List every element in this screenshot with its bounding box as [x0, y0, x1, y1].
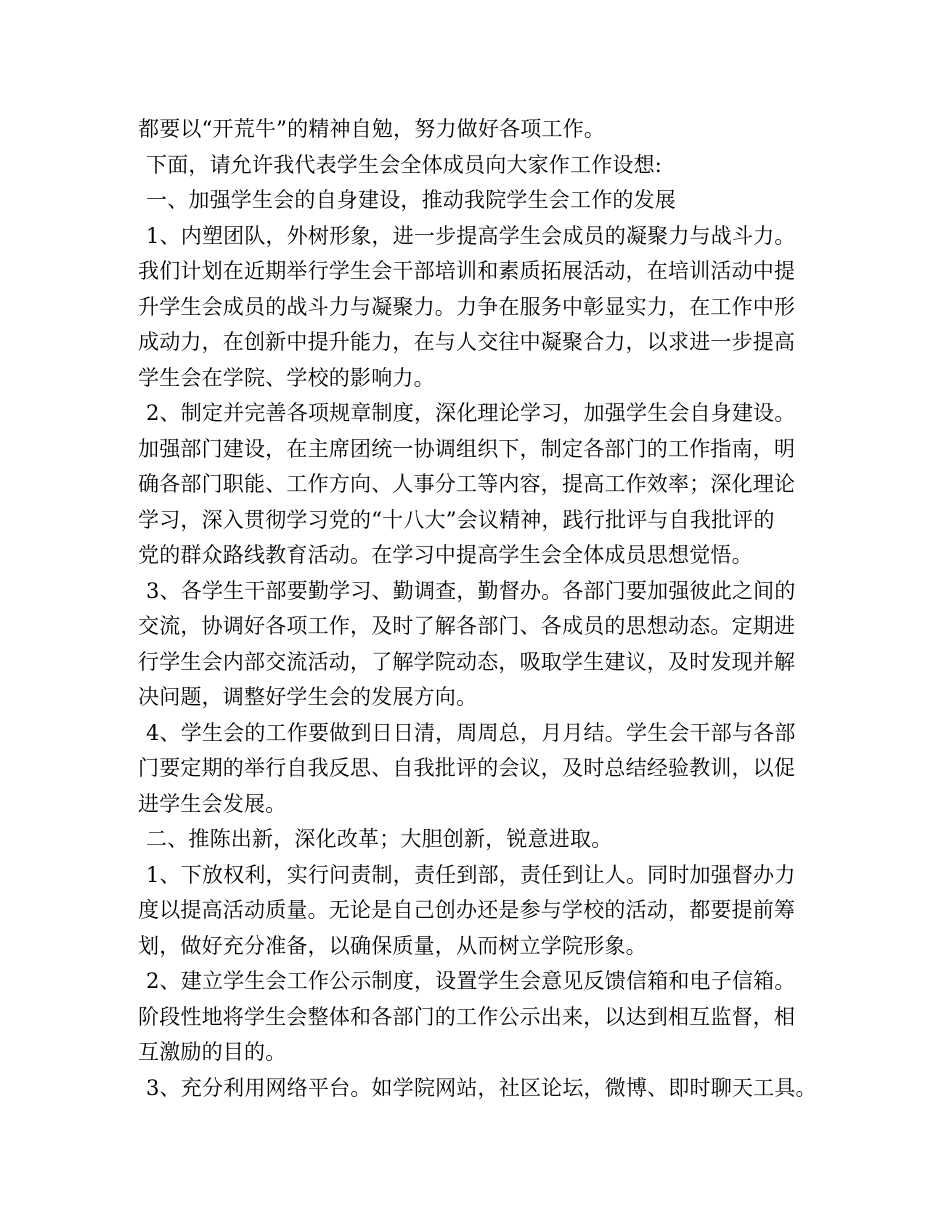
- section-heading: 二、推陈出新，深化改革；大胆创新，锐意进取。: [146, 827, 613, 851]
- text-line: 阶段性地将学生会整体和各部门的工作公示出来，以达到相互监督，相: [138, 1004, 796, 1029]
- text-line: 3、充分利用网络平台。如学院网站，社区论坛，微博、即时聊天工具。: [146, 1075, 817, 1100]
- text-line: 确各部门职能、工作方向、人事分工等内容，提高工作效率；深化理论: [138, 472, 796, 496]
- text-line: 互激励的目的。: [138, 1040, 287, 1064]
- text-line: 1、下放权利，实行问责制，责任到部，责任到让人。同时加强督办力: [146, 862, 796, 887]
- text-line: 党的群众路线教育活动。在学习中提高学生会全体成员思想觉悟。: [138, 543, 753, 567]
- text-line: 门要定期的举行自我反思、自我批评的会议，及时总结经验教训，以促: [138, 756, 796, 780]
- text-line: 进学生会发展。: [138, 791, 287, 816]
- text-line: 我们计划在近期举行学生会干部培训和素质拓展活动，在培训活动中提: [138, 259, 796, 283]
- text-line: 加强部门建设，在主席团统一协调组织下，制定各部门的工作指南，明: [138, 436, 796, 461]
- section-heading: 一、加强学生会的自身建设，推动我院学生会工作的发展: [146, 188, 676, 212]
- text-line: 下面，请允许我代表学生会全体成员向大家作工作设想:: [146, 152, 663, 177]
- text-line: 1、内塑团队，外树形象，进一步提高学生会成员的凝聚力与战斗力。: [146, 223, 796, 248]
- text-line: 2、制定并完善各项规章制度，深化理论学习，加强学生会自身建设。: [146, 401, 796, 425]
- text-line: 2、建立学生会工作公示制度，设置学生会意见反馈信箱和电子信箱。: [146, 969, 796, 993]
- text-line: 3、各学生干部要勤学习、勤调查，勤督办。各部门要加强彼此之间的: [146, 578, 796, 603]
- text-line: 度以提高活动质量。无论是自己创办还是参与学校的活动，都要提前筹: [138, 898, 796, 922]
- text-line: 学生会在学院、学校的影响力。: [138, 365, 435, 390]
- document-body: [138, 112, 838, 1106]
- text-line: 4、学生会的工作要做到日日清，周周总，月月结。学生会干部与各部: [146, 720, 796, 745]
- text-line: 交流，协调好各项工作，及时了解各部门、各成员的思想动态。定期进: [138, 614, 796, 638]
- text-line: 划，做好充分准备，以确保质量，从而树立学院形象。: [138, 933, 647, 958]
- text-line: 学习，深入贯彻学习党的“十八大”会议精神，践行批评与自我批评的: [138, 507, 775, 532]
- text-line: 行学生会内部交流活动，了解学院动态，吸取学生建议，及时发现并解: [138, 649, 796, 674]
- text-line: 决问题，调整好学生会的发展方向。: [138, 685, 478, 709]
- text-line: 升学生会成员的战斗力与凝聚力。力争在服务中彰显实力，在工作中形: [138, 294, 796, 319]
- text-line: 都要以“开荒牛”的精神自勉，努力做好各项工作。: [138, 117, 606, 141]
- text-line: 成动力，在创新中提升能力，在与人交往中凝聚合力，以求进一步提高: [138, 330, 796, 354]
